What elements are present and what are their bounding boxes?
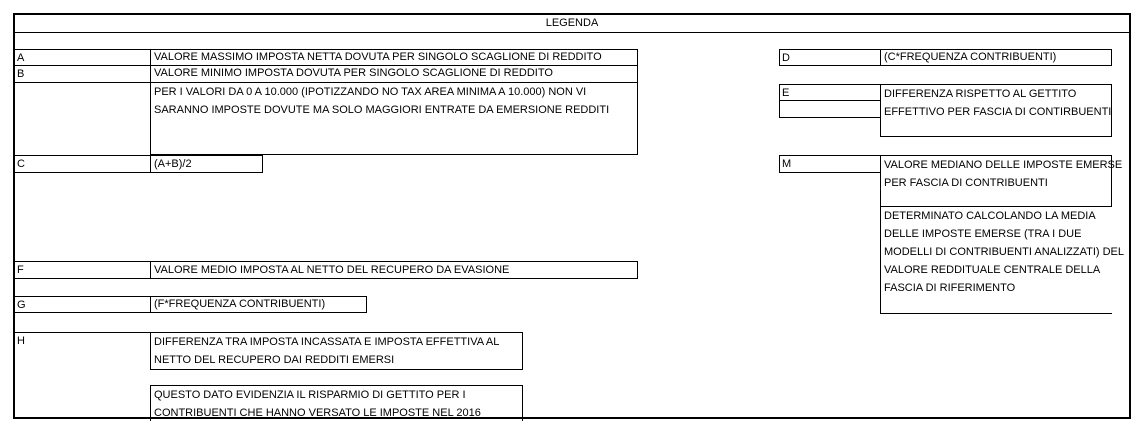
row-h-note-line: CONTRIBUENTI CHE HANNO VERSATO LE IMPOSTE NEL 2016 xyxy=(154,407,481,419)
key-m: M xyxy=(779,155,880,173)
row-b-text: VALORE MINIMO IMPOSTA DOVUTA PER SINGOLO SCAGLIONE DI REDDITO xyxy=(150,66,638,83)
row-m-note xyxy=(880,207,1124,314)
row-d-text: (C*FREQUENZA CONTRIBUENTI) xyxy=(880,49,1112,66)
key-e: E xyxy=(779,84,880,101)
row-c-text: (A+B)/2 xyxy=(150,155,263,173)
key-e-spacer xyxy=(779,101,880,118)
key-b: B xyxy=(15,66,150,83)
row-h-text xyxy=(150,332,523,370)
row-m-note-line: MODELLI DI CONTRIBUENTI ANALIZZATI) DEL xyxy=(884,246,1124,258)
row-g-text: (F*FREQUENZA CONTRIBUENTI) xyxy=(150,296,367,313)
row-e-line: DIFFERENZA RISPETTO AL GETTITO xyxy=(884,88,1077,100)
row-m-note-line: FASCIA DI RIFERIMENTO xyxy=(884,282,1016,294)
row-b-note-line: PER I VALORI DA 0 A 10.000 (IPOTIZZANDO NO TAX AREA MINIMA A 10.000) NON VI xyxy=(154,86,587,98)
row-m-text xyxy=(880,155,1123,207)
row-a-text: VALORE MASSIMO IMPOSTA NETTA DOVUTA PER SINGOLO SCAGLIONE DI REDDITO xyxy=(150,49,638,66)
row-e-text xyxy=(880,84,1112,137)
key-d: D xyxy=(779,49,880,66)
legend-frame xyxy=(13,13,1131,419)
row-m-line: PER FASCIA DI CONTRIBUENTI xyxy=(884,177,1048,189)
row-m-note-line: DELLE IMPOSTE EMERSE (TRA I DUE xyxy=(884,228,1082,240)
row-e-line: EFFETTIVO PER FASCIA DI CONTIRBUENTI xyxy=(884,106,1112,118)
row-f-text: VALORE MEDIO IMPOSTA AL NETTO DEL RECUPERO DA EVASIONE xyxy=(150,261,638,279)
key-g: G xyxy=(15,296,150,313)
row-h-line: DIFFERENZA TRA IMPOSTA INCASSATA E IMPOSTA EFFETTIVA AL xyxy=(154,336,500,348)
key-c: C xyxy=(15,155,150,173)
key-a: A xyxy=(15,49,150,66)
row-b-note-line: SARANNO IMPOSTE DOVUTE MA SOLO MAGGIORI ENTRATE DA EMERSIONE REDDITI xyxy=(154,104,610,116)
key-h: H xyxy=(15,332,150,350)
row-m-line: VALORE MEDIANO DELLE IMPOSTE EMERSE xyxy=(884,159,1123,171)
row-b-note xyxy=(150,83,638,155)
row-m-note-line: VALORE REDDITUALE CENTRALE DELLA xyxy=(884,264,1101,276)
row-m-note-line: DETERMINATO CALCOLANDO LA MEDIA xyxy=(884,210,1096,222)
row-h-line: NETTO DEL RECUPERO DAI REDDITI EMERSI xyxy=(154,354,395,366)
row-h-note xyxy=(150,385,523,421)
legend-title: LEGENDA xyxy=(15,15,1129,33)
key-f: F xyxy=(15,261,150,279)
row-h-note-line: QUESTO DATO EVIDENZIA IL RISPARMIO DI GETTITO PER I xyxy=(154,389,466,401)
